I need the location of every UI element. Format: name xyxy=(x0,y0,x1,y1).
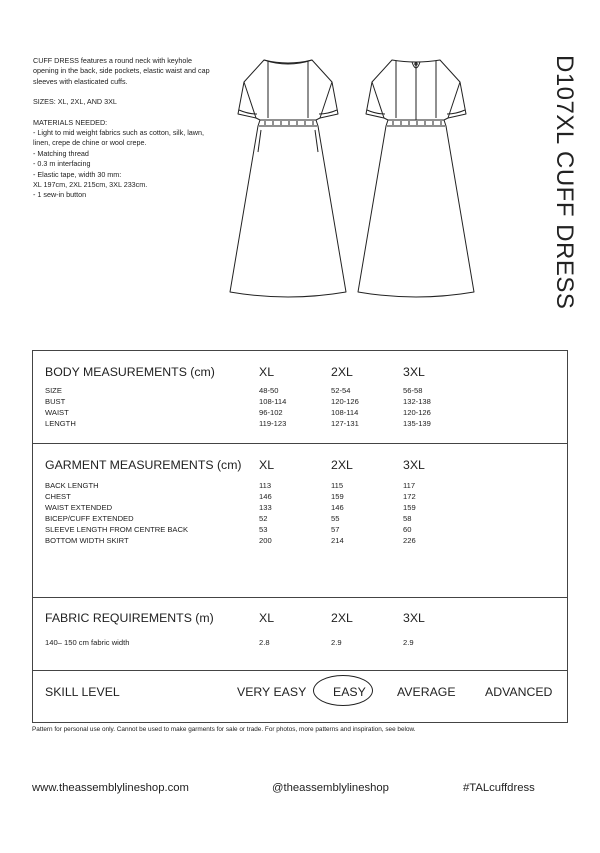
table-row xyxy=(33,524,567,535)
cell-value: 52 xyxy=(259,514,268,523)
cell-value: 52-54 xyxy=(331,386,351,395)
fabric-requirements-section xyxy=(33,597,567,671)
skill-advanced: ADVANCED xyxy=(485,685,553,699)
row-label: SIZE xyxy=(45,386,62,395)
disclaimer: Pattern for personal use only. Cannot be used to make garments for sale or trade. For photos, more patterns and inspiration, see below. xyxy=(32,726,416,733)
pattern-title xyxy=(538,55,578,310)
cell-value: 172 xyxy=(403,492,416,501)
cell-value: 58 xyxy=(403,514,412,523)
cell-value: 200 xyxy=(259,536,272,545)
size-header: 2XL xyxy=(331,611,353,625)
table-row xyxy=(33,396,567,407)
table-row xyxy=(33,407,567,418)
material-item: - Elastic tape, width 30 mm: xyxy=(33,169,122,179)
skill-level-title: SKILL LEVEL xyxy=(45,685,120,699)
table-row xyxy=(33,513,567,524)
section-title: GARMENT MEASUREMENTS (cm) xyxy=(45,458,242,472)
cell-value: 60 xyxy=(403,525,412,534)
row-label: BUST xyxy=(45,397,66,406)
size-header: 3XL xyxy=(403,458,425,472)
front-dress-illustration xyxy=(228,52,348,298)
skill-level-section xyxy=(33,670,567,723)
materials-title: MATERIALS NEEDED: xyxy=(33,117,108,127)
material-item: - 0.3 m interfacing xyxy=(33,159,91,169)
cell-value: 120-126 xyxy=(403,408,431,417)
cell-value: 56-58 xyxy=(403,386,423,395)
table-row xyxy=(33,385,567,396)
material-item: - Light to mid weight fabrics such as cotton, silk, lawn, linen, crepe de chine or wool crepe. xyxy=(33,128,204,148)
cell-value: 108-114 xyxy=(259,397,287,406)
cell-value: 53 xyxy=(259,525,268,534)
row-label: SLEEVE LENGTH FROM CENTRE BACK xyxy=(45,525,189,534)
cell-value: 127-131 xyxy=(331,419,359,428)
row-label: BOTTOM WIDTH SKIRT xyxy=(45,536,129,545)
cell-value: 159 xyxy=(331,492,344,501)
row-label: LENGTH xyxy=(45,419,76,428)
selected-skill-circle xyxy=(313,675,373,706)
material-item: - Matching thread xyxy=(33,148,89,158)
cell-value: 146 xyxy=(331,503,344,512)
cell-value: 117 xyxy=(403,481,416,490)
table-row xyxy=(33,480,567,491)
cell-value: 108-114 xyxy=(331,408,359,417)
section-title: BODY MEASUREMENTS (cm) xyxy=(45,365,215,379)
row-label: BACK LENGTH xyxy=(45,481,99,490)
table-row xyxy=(33,637,567,648)
garment-measurements-section xyxy=(33,443,567,598)
cell-value: 2.9 xyxy=(331,638,342,647)
body-measurements-section xyxy=(33,351,567,443)
size-header: 3XL xyxy=(403,365,425,379)
table-row xyxy=(33,418,567,429)
size-header: 2XL xyxy=(331,365,353,379)
size-header: XL xyxy=(259,365,275,379)
cell-value: 48-50 xyxy=(259,386,279,395)
skill-very-easy: VERY EASY xyxy=(237,685,307,699)
cell-value: 133 xyxy=(259,503,272,512)
row-label: WAIST xyxy=(45,408,69,417)
instagram-handle[interactable]: @theassemblylineshop xyxy=(272,782,389,794)
size-header: 2XL xyxy=(331,458,353,472)
cell-value: 226 xyxy=(403,536,416,545)
table-row xyxy=(33,502,567,513)
skill-average: AVERAGE xyxy=(397,685,456,699)
size-header: XL xyxy=(259,611,275,625)
cell-value: 159 xyxy=(403,503,416,512)
cell-value: 119-123 xyxy=(259,419,287,428)
measurement-table xyxy=(32,350,568,723)
section-title: FABRIC REQUIREMENTS (m) xyxy=(45,611,214,625)
row-label: WAIST EXTENDED xyxy=(45,503,113,512)
table-row xyxy=(33,491,567,502)
material-item: - 1 sew-in button xyxy=(33,190,87,200)
row-label: 140– 150 cm fabric width xyxy=(45,638,130,647)
material-item: XL 197cm, 2XL 215cm, 3XL 233cm. xyxy=(33,180,148,190)
website-link[interactable]: www.theassemblylineshop.com xyxy=(32,782,189,794)
cell-value: 113 xyxy=(259,481,272,490)
cell-value: 135-139 xyxy=(403,419,431,428)
back-dress-illustration xyxy=(356,52,476,298)
skill-easy: EASY xyxy=(333,685,366,699)
size-header: 3XL xyxy=(403,611,425,625)
cell-value: 115 xyxy=(331,481,344,490)
size-header: XL xyxy=(259,458,275,472)
cell-value: 57 xyxy=(331,525,340,534)
row-label: BICEP/CUFF EXTENDED xyxy=(45,514,134,523)
intro-text xyxy=(33,56,218,201)
row-label: CHEST xyxy=(45,492,71,501)
cell-value: 2.9 xyxy=(403,638,414,647)
table-row xyxy=(33,535,567,546)
cell-value: 96-102 xyxy=(259,408,283,417)
cell-value: 146 xyxy=(259,492,272,501)
description: CUFF DRESS features a round neck with keyhole opening in the back, side pockets, elastic waist and cap sleeves with elasticated cuffs. xyxy=(33,56,210,86)
pattern-title-text: D107XL CUFF DRESS xyxy=(551,55,578,310)
hashtag[interactable]: #TALcuffdress xyxy=(463,782,535,794)
cell-value: 214 xyxy=(331,536,344,545)
sizes-text: SIZES: XL, 2XL, AND 3XL xyxy=(33,97,117,107)
cell-value: 2.8 xyxy=(259,638,270,647)
cell-value: 55 xyxy=(331,514,340,523)
cell-value: 132-138 xyxy=(403,397,431,406)
cell-value: 120-126 xyxy=(331,397,359,406)
